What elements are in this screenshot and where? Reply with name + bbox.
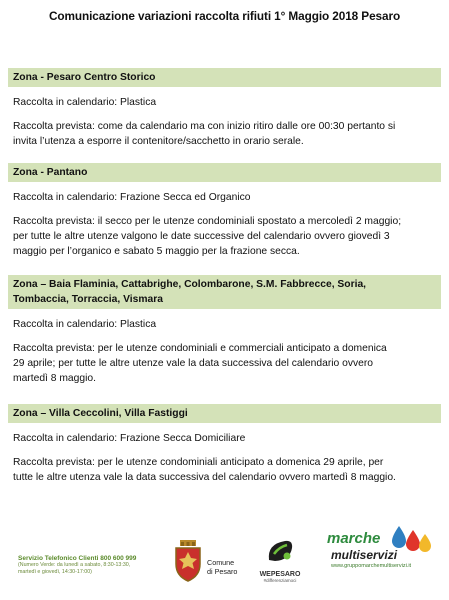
raccolta-calendario: Raccolta in calendario: Plastica bbox=[13, 319, 157, 330]
mm-marche-text: marche bbox=[327, 530, 381, 547]
raccolta-prevista bbox=[8, 214, 441, 259]
prevista-line: tutte le altre utenza vale la data successiva del calendario ovvero martedì 8 maggio. bbox=[13, 472, 396, 483]
raccolta-calendario: Raccolta in calendario: Frazione Secca ed Organico bbox=[13, 192, 251, 203]
zone-header bbox=[8, 275, 441, 309]
wepesaro-logo bbox=[256, 538, 304, 583]
zone-header bbox=[8, 68, 441, 87]
prevista-line: per tutte le altre utenze valgono le date successive del calendario ovvero giovedì 3 bbox=[13, 231, 390, 242]
prevista-line: invita l’utenza a esporre il contenitore/sacchetto in orario serale. bbox=[13, 136, 304, 147]
service-hours: (Numero Verde: da lunedì a sabato, 8:30-13:30, bbox=[18, 562, 131, 568]
prevista-line: maggio per l’organico e sabato 5 maggio per la frazione secca. bbox=[13, 246, 300, 257]
zone-header bbox=[8, 404, 441, 423]
zone-header-line: Zona - Pesaro Centro Storico bbox=[13, 72, 156, 83]
prevista-line: martedì 8 maggio. bbox=[13, 373, 96, 384]
raccolta-prevista bbox=[8, 455, 441, 485]
comune-label bbox=[207, 558, 237, 576]
wepesaro-text: WEPESARO bbox=[259, 571, 301, 578]
zone-header-line: Tombaccia, Torraccia, Vismara bbox=[13, 294, 163, 305]
prevista-line: Raccolta prevista: per le utenze condominiali anticipato a domenica 29 aprile, per bbox=[13, 457, 384, 468]
prevista-line: Raccolta prevista: come da calendario ma con inizio ritiro dalle ore 00:30 pertanto si bbox=[13, 121, 396, 132]
raccolta-calendario: Raccolta in calendario: Plastica bbox=[13, 97, 157, 108]
marche-multiservizi-logo bbox=[327, 530, 437, 569]
prevista-line: Raccolta prevista: per le utenze condominiali e commerciali anticipato a domenica bbox=[13, 343, 387, 354]
pesaro-crest-icon bbox=[173, 540, 203, 582]
zone-section bbox=[8, 404, 441, 485]
service-title: Servizio Telefonico Clienti 800 600 999 bbox=[18, 555, 137, 562]
zone-header-line: Zona – Baia Flaminia, Cattabrighe, Colombarone, S.M. Fabbrecce, Soria, bbox=[13, 279, 367, 290]
wepesaro-hashtag: #differenziamoci bbox=[263, 578, 297, 583]
raccolta-prevista bbox=[8, 341, 441, 386]
footer bbox=[0, 520, 449, 600]
zone-header-line: Zona – Villa Ceccolini, Villa Fastiggi bbox=[13, 408, 188, 419]
raccolta-prevista bbox=[8, 119, 441, 149]
mm-website: www.gruppomarchemultiservizi.it bbox=[331, 563, 412, 569]
mm-multiservizi-text: multiservizi bbox=[331, 548, 398, 562]
prevista-line: Raccolta prevista: il secco per le utenze condominiali spostato a mercoledì 2 maggio; bbox=[13, 216, 402, 227]
customer-service-info bbox=[18, 555, 158, 576]
comune-line: di Pesaro bbox=[207, 567, 238, 576]
zone-header bbox=[8, 163, 441, 182]
page-title: Comunicazione variazioni raccolta rifiuti 1° Maggio 2018 Pesaro bbox=[48, 9, 401, 23]
wepesaro-leaf-icon bbox=[265, 538, 295, 564]
zone-section bbox=[8, 163, 441, 259]
zone-header-line: Zona - Pantano bbox=[13, 167, 88, 178]
zone-section bbox=[8, 275, 441, 386]
comune-line: Comune bbox=[207, 558, 235, 567]
mm-drops-icon bbox=[389, 524, 433, 552]
prevista-line: 29 aprile; per tutte le altre utenze vale la data successiva del calendario ovvero bbox=[13, 358, 374, 369]
service-hours: martedì e giovedì, 14:30-17:00) bbox=[18, 569, 92, 575]
raccolta-calendario: Raccolta in calendario: Frazione Secca Domiciliare bbox=[13, 433, 246, 444]
zone-section bbox=[8, 68, 441, 149]
